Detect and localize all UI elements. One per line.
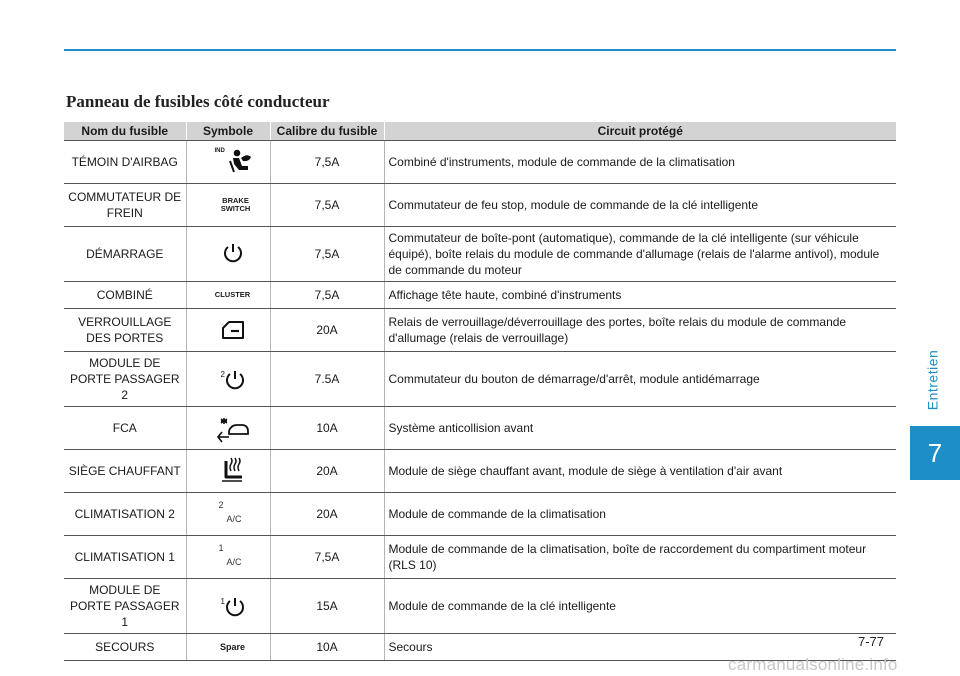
fuse-symbol bbox=[186, 184, 270, 227]
cluster-icon: CLUSTER bbox=[214, 290, 251, 299]
fuse-name: MODULE DE PORTE PASSAGER 2 bbox=[64, 352, 186, 407]
fuse-circuit: Relais de verrouillage/déverrouillage des portes, boîte relais du module de commande d'allumage (relais de verrouillage) bbox=[384, 309, 896, 352]
fuse-name: CLIMATISATION 2 bbox=[64, 493, 186, 536]
fuse-symbol bbox=[186, 579, 270, 634]
table-row bbox=[64, 309, 896, 352]
fuse-symbol bbox=[186, 282, 270, 309]
fuse-rating: 10A bbox=[270, 634, 384, 661]
fuse-name: SIÈGE CHAUFFANT bbox=[64, 450, 186, 493]
section-title: Panneau de fusibles côté conducteur bbox=[66, 92, 330, 111]
fuse-circuit: Combiné d'instruments, module de commande de la climatisation bbox=[384, 141, 896, 184]
table-row bbox=[64, 282, 896, 309]
start-icon bbox=[191, 236, 275, 272]
fuse-rating: 7,5A bbox=[270, 536, 384, 579]
header-circuit: Circuit protégé bbox=[384, 122, 896, 141]
watermark: carmanualsonline.info bbox=[728, 655, 898, 674]
fuse-circuit: Module de commande de la climatisation, boîte de raccordement du compartiment moteur (RLS 10) bbox=[384, 536, 896, 579]
fuse-rating: 7,5A bbox=[270, 184, 384, 227]
header-symbol: Symbole bbox=[186, 122, 270, 141]
fuse-symbol bbox=[186, 493, 270, 536]
fuse-rating: 7,5A bbox=[270, 282, 384, 309]
fuse-name: SECOURS bbox=[64, 634, 186, 661]
table-row bbox=[64, 141, 896, 184]
fuse-name: MODULE DE PORTE PASSAGER 1 bbox=[64, 579, 186, 634]
table-row bbox=[64, 450, 896, 493]
fuse-rating: 20A bbox=[270, 493, 384, 536]
fuse-circuit: Système anticollision avant bbox=[384, 407, 896, 450]
table-row bbox=[64, 184, 896, 227]
module-2-icon: 2 bbox=[191, 361, 275, 397]
fuse-symbol bbox=[186, 450, 270, 493]
table-row bbox=[64, 352, 896, 407]
fuse-symbol bbox=[186, 407, 270, 450]
fuse-rating: 7,5A bbox=[270, 141, 384, 184]
page-number: 7-77 bbox=[858, 634, 885, 649]
door-lock-icon bbox=[191, 312, 275, 348]
fuse-circuit: Module de siège chauffant avant, module de siège à ventilation d'air avant bbox=[384, 450, 896, 493]
table-row bbox=[64, 493, 896, 536]
fuse-symbol bbox=[186, 309, 270, 352]
heated-seat-icon bbox=[191, 453, 275, 489]
fuse-circuit: Secours bbox=[384, 634, 896, 661]
section-side-label: Entretien bbox=[924, 349, 941, 411]
fuse-name: DÉMARRAGE bbox=[64, 227, 186, 282]
fuse-rating: 10A bbox=[270, 407, 384, 450]
table-row bbox=[64, 227, 896, 282]
fuse-rating: 20A bbox=[270, 450, 384, 493]
fuse-name: COMMUTATEUR DE FREIN bbox=[64, 184, 186, 227]
fuse-name: FCA bbox=[64, 407, 186, 450]
header-fuse-name: Nom du fusible bbox=[64, 122, 186, 141]
chapter-tab: 7 bbox=[910, 426, 960, 480]
spare-icon: Spare bbox=[219, 642, 245, 652]
airbag-indicator-icon: IND bbox=[191, 144, 275, 180]
fuse-circuit: Commutateur de boîte-pont (automatique), commande de la clé intelligente (sur véhicule équipé), boîte relais du module de commande d'allumage (relais de l'alarme antivol), module de commande du moteur bbox=[384, 227, 896, 282]
table-row bbox=[64, 536, 896, 579]
top-rule bbox=[64, 49, 896, 51]
fuse-circuit: Commutateur de feu stop, module de commande de la clé intelligente bbox=[384, 184, 896, 227]
fuse-rating: 7,5A bbox=[270, 227, 384, 282]
module-1-icon: 1 bbox=[191, 588, 275, 624]
fuse-rating: 7.5A bbox=[270, 352, 384, 407]
fuse-circuit: Module de commande de la climatisation bbox=[384, 493, 896, 536]
table-header-row bbox=[64, 122, 896, 141]
fuse-symbol bbox=[186, 141, 270, 184]
table-row bbox=[64, 407, 896, 450]
ac-1-icon: 1 A/C bbox=[218, 543, 242, 567]
fuse-rating: 20A bbox=[270, 309, 384, 352]
fuse-symbol bbox=[186, 352, 270, 407]
fuse-circuit: Module de commande de la clé intelligente bbox=[384, 579, 896, 634]
ac-2-icon: 2 A/C bbox=[218, 500, 242, 524]
brake-switch-icon: BRAKE SWITCH bbox=[220, 196, 251, 213]
fuse-symbol bbox=[186, 634, 270, 661]
fca-icon bbox=[191, 410, 275, 446]
fuse-symbol bbox=[186, 227, 270, 282]
fuse-name: CLIMATISATION 1 bbox=[64, 536, 186, 579]
table-row bbox=[64, 579, 896, 634]
fuse-symbol bbox=[186, 536, 270, 579]
fuse-circuit: Affichage tête haute, combiné d'instruments bbox=[384, 282, 896, 309]
fuse-table bbox=[64, 122, 896, 661]
fuse-name: TÉMOIN D'AIRBAG bbox=[64, 141, 186, 184]
fuse-rating: 15A bbox=[270, 579, 384, 634]
fuse-circuit: Commutateur du bouton de démarrage/d'arrêt, module antidémarrage bbox=[384, 352, 896, 407]
header-rating: Calibre du fusible bbox=[270, 122, 384, 141]
fuse-name: VERROUILLAGE DES PORTES bbox=[64, 309, 186, 352]
fuse-name: COMBINÉ bbox=[64, 282, 186, 309]
